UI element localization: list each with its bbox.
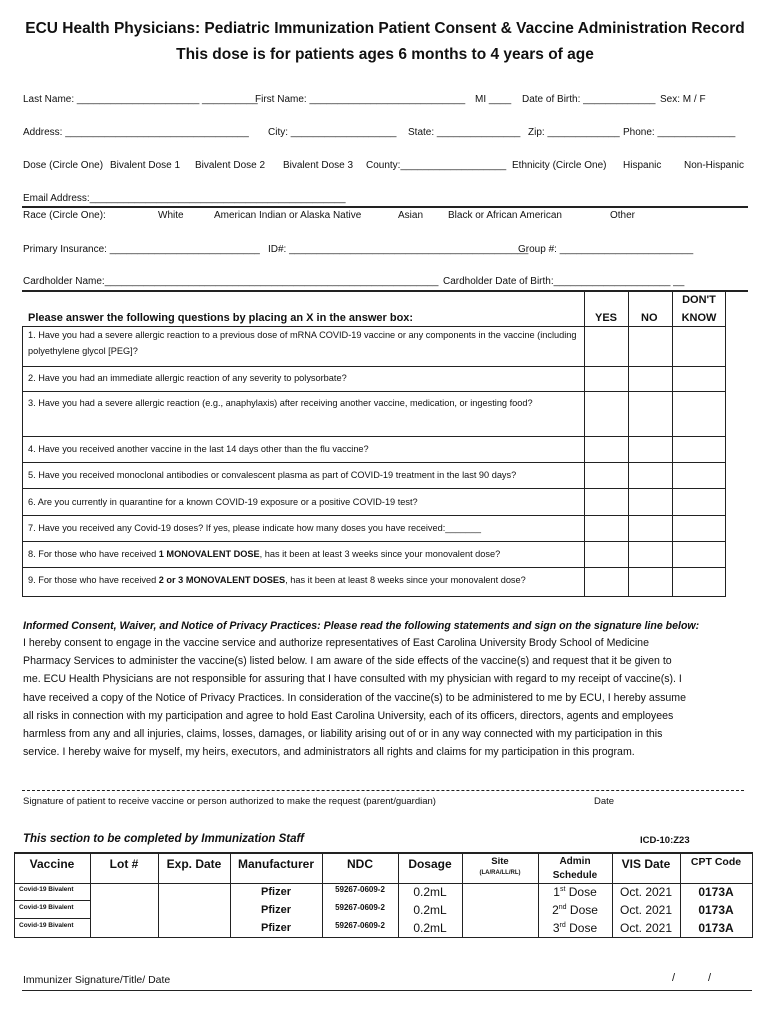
- cardholder-name-field[interactable]: Cardholder Name:____________________________________________________________: [23, 276, 439, 287]
- row3-dosage: 0.2mL: [413, 921, 447, 935]
- col-divider: [628, 290, 629, 597]
- row-divider: [22, 488, 726, 489]
- last-name-field[interactable]: Last Name: ______________________ __________: [23, 94, 258, 105]
- staff-table-bottom: [14, 937, 752, 938]
- icd-code: ICD-10:Z23: [640, 835, 690, 846]
- insurance-id-field[interactable]: ID#: ___________________________________________: [268, 244, 529, 255]
- row2-vaccine: Covid-19 Bivalent: [19, 904, 74, 911]
- date-slash: /: [672, 972, 676, 984]
- staff-row-divider: [14, 900, 90, 901]
- question-5: 5. Have you received monoclonal antibodies or convalescent plasma as part of COVID-19 treatment in the last 90 days?: [28, 470, 517, 480]
- staff-col-divider: [752, 852, 753, 938]
- row2-admin: 2nd Dose: [552, 903, 598, 917]
- staff-col-ndc: NDC: [347, 857, 373, 871]
- questionnaire-instruction: Please answer the following questions by placing an X in the answer box:: [28, 312, 414, 324]
- cardholder-dob-field[interactable]: Cardholder Date of Birth:_____________________ __: [443, 276, 685, 287]
- date-slash: /: [708, 972, 712, 984]
- city-field[interactable]: City: ___________________: [268, 127, 397, 138]
- staff-col-site-sub: (LA/RA/LL/RL): [479, 870, 521, 876]
- row2-ndc: 59267-0609-2: [335, 903, 385, 912]
- question-4: 4. Have you received another vaccine in the last 14 days other than the flu vaccine?: [28, 444, 369, 454]
- row3-vaccine: Covid-19 Bivalent: [19, 922, 74, 929]
- dose-label: Dose (Circle One): [23, 160, 104, 171]
- race-white[interactable]: White: [158, 210, 184, 221]
- staff-row-divider: [14, 883, 752, 884]
- question-8: 8. For those who have received 1 MONOVALENT DOSE, has it been at least 3 weeks since your monovalent dose?: [28, 549, 501, 559]
- col-yes: YES: [595, 312, 618, 324]
- staff-col-site: Site: [491, 856, 509, 867]
- state-field[interactable]: State: _______________: [408, 127, 521, 138]
- row-divider: [22, 541, 726, 542]
- staff-row-divider: [14, 918, 90, 919]
- row1-manufacturer: Pfizer: [261, 886, 291, 898]
- row1-vaccine: Covid-19 Bivalent: [19, 886, 74, 893]
- staff-col-manufacturer: Manufacturer: [237, 857, 314, 871]
- staff-col-dosage: Dosage: [408, 857, 452, 871]
- row2-cpt: 0173A: [698, 903, 734, 917]
- first-name-field[interactable]: First Name: ____________________________: [255, 94, 466, 105]
- staff-col-admin-sub: Schedule: [552, 870, 598, 881]
- immunizer-signature-line[interactable]: [22, 990, 752, 991]
- staff-col-lot: Lot #: [109, 857, 139, 871]
- questionnaire-top-border: [22, 290, 748, 292]
- race-label: Race (Circle One):: [23, 210, 106, 221]
- row2-manufacturer: Pfizer: [261, 904, 291, 916]
- primary-insurance-field[interactable]: Primary Insurance: ___________________________: [23, 244, 260, 255]
- date-of-birth-field[interactable]: Date of Birth: _____________: [522, 94, 656, 105]
- row1-dosage: 0.2mL: [413, 885, 447, 899]
- immunizer-signature-label: Immunizer Signature/Title/ Date: [23, 974, 171, 986]
- question-3: 3. Have you had a severe allergic reaction (e.g., anaphylaxis) after receiving another vaccine, medication, or ingesting food?: [28, 398, 533, 408]
- col-dont-know-line1: DON'T: [682, 294, 716, 306]
- race-other[interactable]: Other: [610, 210, 636, 221]
- staff-table-top: [14, 852, 752, 854]
- county-field[interactable]: County:___________________: [366, 160, 507, 171]
- staff-col-vaccine: Vaccine: [29, 857, 75, 871]
- row1-ndc: 59267-0609-2: [335, 885, 385, 894]
- race-american-indian[interactable]: American Indian or Alaska Native: [214, 210, 362, 221]
- page-title: ECU Health Physicians: Pediatric Immunization Patient Consent & Vaccine Administration Record: [25, 20, 745, 37]
- page-subtitle: This dose is for patients ages 6 months to 4 years of age: [176, 46, 594, 63]
- col-no: NO: [641, 312, 658, 324]
- consent-text: I hereby consent to engage in the vaccine service and authorize representatives of East Carolina University Brody School of Medicine Pharmacy Services to administer the vaccine(s) listed below. I am aware of the side effects of the vaccine(s) and request that it be given to me. ECU Health Physicians are not responsible for assuring that I have consulted with my physician with regard to my receipt of vaccine(s). I have received a copy of the Notice of Privacy Practices. In consideration of the vaccine(s) to be administered to me by ECU, I hereby assume all risks in connection with my participation and agree to hold East Carolina University, each of its officers, directors, agents and employees harmless from any and all injuries, claims, losses, damages, or liability arising out of or in any way connected with my participation in this service. I hereby waive for myself, my heirs, executors, and administrators all rights and claims for my participation in this program.: [23, 637, 687, 759]
- question-7: 7. Have you received any Covid-19 doses? If yes, please indicate how many doses you have received:_______: [28, 523, 482, 533]
- staff-col-cpt: CPT Code: [690, 856, 742, 868]
- staff-col-vis: VIS Date: [621, 857, 671, 871]
- group-number-field[interactable]: Group #: ________________________: [518, 244, 694, 255]
- dose-option-2[interactable]: Bivalent Dose 2: [195, 160, 266, 171]
- race-black[interactable]: Black or African American: [448, 210, 562, 221]
- ethnicity-non-hispanic[interactable]: Non-Hispanic: [684, 160, 745, 171]
- col-divider: [725, 290, 726, 597]
- ethnicity-label: Ethnicity (Circle One): [512, 160, 607, 171]
- ethnicity-hispanic[interactable]: Hispanic: [623, 160, 662, 171]
- row-divider: [22, 436, 726, 437]
- email-field[interactable]: Email Address:______________________________________________: [23, 193, 346, 204]
- row3-ndc: 59267-0609-2: [335, 921, 385, 930]
- staff-heading: This section to be completed by Immunization Staff: [23, 833, 304, 845]
- phone-field[interactable]: Phone: ______________: [623, 127, 736, 138]
- dose-option-1[interactable]: Bivalent Dose 1: [110, 160, 181, 171]
- question-9: 9. For those who have received 2 or 3 MONOVALENT DOSES, has it been at least 8 weeks since your monovalent dose?: [28, 575, 526, 585]
- signature-line[interactable]: [22, 790, 744, 791]
- row3-vis: Oct. 2021: [619, 921, 673, 935]
- col-divider: [672, 290, 673, 597]
- staff-col-admin: Admin: [559, 856, 591, 867]
- col-divider: [584, 290, 585, 597]
- signature-label: Signature of patient to receive vaccine or person authorized to make the request (parent/guardian): [23, 796, 436, 807]
- row3-cpt: 0173A: [698, 921, 734, 935]
- row3-admin: 3rd Dose: [552, 921, 598, 935]
- row1-vis: Oct. 2021: [619, 885, 673, 899]
- row-divider: [22, 567, 726, 568]
- dose-option-3[interactable]: Bivalent Dose 3: [283, 160, 354, 171]
- consent-heading: Informed Consent, Waiver, and Notice of Privacy Practices: Please read the following statements and sign on the signature line below:: [23, 620, 700, 632]
- staff-col-exp: Exp. Date: [166, 857, 222, 871]
- row2-vis: Oct. 2021: [619, 903, 673, 917]
- row2-dosage: 0.2mL: [413, 903, 447, 917]
- row-divider: [22, 596, 726, 597]
- row1-admin: 1st Dose: [553, 885, 597, 899]
- row3-manufacturer: Pfizer: [261, 922, 291, 934]
- row-divider: [22, 366, 726, 367]
- zip-field[interactable]: Zip: _____________: [528, 127, 620, 138]
- question-6: 6. Are you currently in quarantine for a known COVID-19 exposure or a positive COVID-19 test?: [28, 497, 418, 507]
- race-asian[interactable]: Asian: [398, 210, 424, 221]
- row-divider: [22, 391, 726, 392]
- row-divider: [22, 515, 726, 516]
- sex-field[interactable]: Sex: M / F: [660, 94, 706, 105]
- col-dont-know-line2: KNOW: [681, 312, 717, 324]
- row-divider: [22, 462, 726, 463]
- row1-cpt: 0173A: [698, 885, 734, 899]
- address-field[interactable]: Address: _________________________________: [23, 127, 249, 138]
- date-label: Date: [594, 796, 615, 807]
- question-2: 2. Have you had an immediate allergic reaction of any severity to polysorbate?: [28, 373, 347, 383]
- question-1: 1. Have you had a severe allergic reaction to a previous dose of mRNA COVID-19 vaccine or any components in the vaccine (including polyethylene glycol [PEG]?: [28, 330, 577, 356]
- middle-initial-field[interactable]: MI ____: [475, 94, 512, 105]
- section-divider: [22, 206, 748, 208]
